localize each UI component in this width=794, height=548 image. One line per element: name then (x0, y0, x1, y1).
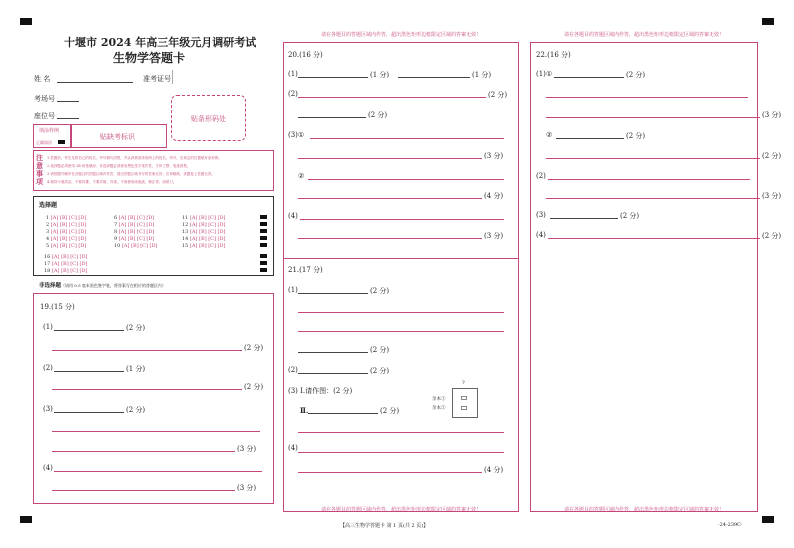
score-label: (2 分) (620, 212, 640, 220)
exam-number-label: 准考证号 (143, 75, 171, 83)
mcq-options[interactable]: [A] [B] [C] [D] (118, 236, 155, 242)
q22-part1: (1)① (536, 70, 553, 78)
answer-line[interactable] (308, 179, 504, 180)
q21-part1: (1) (288, 286, 298, 294)
absent-label: 贴缺考标识 (100, 133, 135, 141)
timing-mark (260, 222, 267, 226)
mcq-number: 10 (114, 243, 121, 249)
q19-title: 19.(15 分) (40, 303, 75, 311)
seat-label: 座位号 (34, 112, 55, 120)
figure-parent2-label: 亲本② (432, 406, 446, 411)
mcq-item[interactable] (46, 229, 86, 235)
mcq-options[interactable]: [A] [B] [C] [D] (118, 222, 155, 228)
page-footer: 【高三生物学答题卡 第 1 页(共 2 页)】 (340, 523, 429, 529)
answer-line[interactable] (298, 452, 504, 453)
nonmcq-label: 非选择题 (39, 283, 62, 289)
answer-line[interactable] (546, 117, 760, 118)
mcq-item[interactable] (44, 254, 87, 260)
left-column (0, 0, 280, 548)
mcq-options[interactable]: [A] [B] [C] [D] (121, 243, 158, 249)
mcq-options[interactable]: [A] [B] [C] [D] (189, 229, 226, 235)
exam-number-boxes[interactable] (172, 70, 277, 84)
answer-line[interactable] (546, 97, 748, 98)
score-label: (2 分) (762, 152, 782, 160)
answer-line[interactable] (546, 158, 760, 159)
answer-line[interactable] (298, 97, 486, 98)
divider (283, 258, 519, 259)
answer-line[interactable] (308, 413, 378, 414)
warning-top: 请在各题目的答题区域内作答，超出黑色矩形边框限定区域的答案无效！ (320, 32, 481, 38)
answer-line[interactable] (52, 389, 242, 390)
mcq-item[interactable] (114, 243, 157, 249)
mcq-options[interactable]: [A] [B] [C] [D] (50, 215, 87, 221)
mcq-item[interactable] (46, 215, 86, 221)
score-label: (3 分) (762, 111, 782, 119)
exam-title: 十堰市 2024 年高三年级元月调研考试 (64, 36, 257, 49)
score-label: (3 分) (484, 152, 504, 160)
paper-code: ·24-239C· (718, 522, 743, 528)
score-label: (2 分) (380, 407, 400, 415)
mcq-options[interactable]: [A] [B] [C] [D] (118, 215, 155, 221)
q21-part3b: Ⅱ. (300, 406, 309, 415)
score-label: (2 分) (244, 383, 264, 391)
room-field[interactable] (57, 101, 79, 102)
mcq-item[interactable] (114, 236, 154, 242)
answer-line[interactable] (298, 472, 482, 473)
chromosome-icon (461, 396, 467, 400)
q20-part1: (1) (288, 70, 298, 78)
score-label: (1 分) (370, 71, 390, 79)
answer-line[interactable] (298, 198, 482, 199)
answer-line[interactable] (54, 412, 124, 413)
mcq-item[interactable] (182, 229, 225, 235)
figure-parent1-label: 亲本① (432, 397, 446, 402)
name-field[interactable] (57, 82, 133, 83)
timing-mark (260, 254, 267, 258)
mcq-item[interactable] (182, 222, 225, 228)
mcq-item[interactable] (182, 215, 225, 221)
q22-part1b: ② (546, 131, 553, 139)
score-label: (2 分) (626, 132, 646, 140)
notice-item: 4.保持卡面清洁，不要折叠，不要弄破、弄皱，不准使用涂改液、修正带、刮纸刀。 (47, 180, 177, 184)
answer-line[interactable] (298, 77, 368, 78)
q21-title: 21.(17 分) (288, 266, 323, 274)
mcq-item[interactable] (182, 243, 225, 249)
q22-part4: (4) (536, 231, 546, 239)
mcq-number: 8 (114, 229, 118, 235)
mcq-number: 12 (182, 222, 189, 228)
score-label: (2 分) (370, 346, 390, 354)
chromosome-icon (461, 406, 467, 410)
room-label: 考场号 (34, 95, 55, 103)
answer-line[interactable] (298, 238, 482, 239)
answer-line[interactable] (298, 352, 368, 353)
timing-mark (260, 261, 267, 265)
nonmcq-note: （请用 0.5 毫米黑色签字笔，将答案写在相应的答题区内） (61, 283, 166, 288)
notice-item: 2.选择题必须使用 2B 铅笔填涂；非选择题必须使用黑色签字笔作答，字体工整、笔迹清楚。 (47, 164, 191, 168)
mcq-item[interactable] (44, 261, 87, 267)
answer-line[interactable] (554, 77, 624, 78)
mcq-number: 1 (46, 215, 50, 221)
mcq-options[interactable]: [A] [B] [C] [D] (189, 236, 226, 242)
mcq-number: 16 (44, 254, 51, 260)
answer-line[interactable] (52, 350, 242, 351)
q22-part3: (3) (536, 211, 546, 219)
mcq-number: 4 (46, 236, 50, 242)
score-label: (2 分) (488, 91, 508, 99)
q20-part3: (3)① (288, 131, 305, 139)
mcq-item[interactable] (114, 229, 154, 235)
mcq-options[interactable]: [A] [B] [C] [D] (51, 254, 88, 260)
answer-line[interactable] (52, 431, 260, 432)
fill-correct-sample (58, 140, 65, 144)
mcq-number: 13 (182, 229, 189, 235)
answer-line[interactable] (298, 432, 504, 433)
q21-part2: (2) (288, 366, 298, 374)
q22-title: 22.(16 分) (536, 51, 571, 59)
timing-mark (260, 268, 267, 272)
mcq-item[interactable] (182, 236, 225, 242)
score-label: (1 分) (472, 71, 492, 79)
name-label: 姓 名 (34, 75, 51, 83)
timing-mark (260, 243, 267, 247)
score-label: (3 分) (237, 445, 257, 453)
fill-example-label: 填涂样例 (39, 128, 60, 134)
mcq-options[interactable]: [A] [B] [C] [D] (189, 243, 226, 249)
score-label: (2 分) (762, 232, 782, 240)
mcq-number: 15 (182, 243, 189, 249)
answer-line[interactable] (550, 218, 618, 219)
notice-item: 1.答题前，考生先将自己的姓名、考号填写清楚，并认真核准条形码上的姓名、考号，在规定的位置贴好条形码。 (47, 156, 222, 160)
mcq-options[interactable]: [A] [B] [C] [D] (189, 215, 226, 221)
answer-line[interactable] (548, 238, 760, 239)
q19-part3: (3) (43, 405, 53, 413)
q19-area[interactable] (33, 293, 274, 504)
warning-top: 请在各题目的答题区域内作答，超出黑色矩形边框限定区域的答案无效！ (563, 32, 724, 38)
q19-part1: (1) (43, 323, 53, 331)
answer-line[interactable] (52, 490, 235, 491)
q20-part4: (4) (288, 212, 298, 220)
mcq-options[interactable]: [A] [B] [C] [D] (189, 222, 226, 228)
answer-line[interactable] (298, 312, 504, 313)
mcq-item[interactable] (46, 243, 86, 249)
mcq-number: 5 (46, 243, 50, 249)
q22-part2: (2) (536, 172, 546, 180)
mcq-options[interactable]: [A] [B] [C] [D] (50, 229, 87, 235)
mcq-number: 14 (182, 236, 189, 242)
answer-line[interactable] (310, 138, 504, 139)
mcq-options[interactable]: [A] [B] [C] [D] (50, 243, 87, 249)
score-label: (4 分) (484, 466, 504, 474)
card-title: 生物学答题卡 (113, 51, 186, 65)
warning-bottom: 请在各题目的答题区域内作答，超出黑色矩形边框限定区域的答案无效！ (563, 507, 724, 513)
answer-line[interactable] (54, 371, 124, 372)
mcq-number: 11 (182, 215, 189, 221)
score-label: (2 分) (126, 324, 146, 332)
registration-mark (762, 18, 774, 25)
score-label: (2 分) (626, 71, 646, 79)
warning-bottom: 请在各题目的答题区域内作答，超出黑色矩形边框限定区域的答案无效！ (320, 507, 481, 513)
mcq-options[interactable]: [A] [B] [C] [D] (50, 222, 87, 228)
score-label: (3 分) (762, 192, 782, 200)
score-label: (2 分) (244, 344, 264, 352)
score-label: (1 分) (126, 365, 146, 373)
mcq-number: 9 (114, 236, 118, 242)
score-label: (3 分) (237, 484, 257, 492)
answer-line[interactable] (298, 158, 482, 159)
answer-line[interactable] (298, 293, 368, 294)
score-label: (2 分) (126, 406, 146, 414)
mcq-item[interactable] (114, 215, 154, 221)
q20-part3b: ② (298, 172, 305, 180)
barcode-label: 贴条形码处 (191, 115, 226, 123)
answer-line[interactable] (398, 77, 470, 78)
q20-title: 20.(16 分) (288, 51, 323, 59)
answer-line[interactable] (300, 219, 504, 220)
answer-line[interactable] (54, 471, 262, 472)
mcq-item[interactable] (44, 268, 87, 274)
mcq-options[interactable]: [A] [B] [C] [D] (50, 236, 87, 242)
q19-part4: (4) (43, 464, 53, 472)
answer-line[interactable] (298, 331, 504, 332)
notice-label: 注意事项 (36, 153, 43, 186)
timing-mark (260, 236, 267, 240)
answer-line[interactable] (298, 373, 368, 374)
score-label: (2 分) (368, 111, 388, 119)
timing-mark (260, 215, 267, 219)
answer-line[interactable] (298, 117, 366, 118)
q21-part3: (3) Ⅰ.请作图：(2 分) (288, 387, 353, 395)
score-label: (3 分) (484, 232, 504, 240)
answer-line[interactable] (54, 330, 124, 331)
answer-line[interactable] (546, 198, 760, 199)
q19-part2: (2) (43, 364, 53, 372)
middle-column[interactable] (283, 42, 519, 512)
score-label: (2 分) (370, 287, 390, 295)
mcq-number: 2 (46, 222, 50, 228)
answer-line[interactable] (52, 451, 235, 452)
fill-correct-label: 正确填涂 (36, 140, 52, 145)
mcq-title: 选择题 (39, 202, 58, 209)
mcq-options[interactable]: [A] [B] [C] [D] (51, 268, 88, 274)
mcq-number: 17 (44, 261, 51, 267)
mcq-number: 6 (114, 215, 118, 221)
seat-field[interactable] (57, 118, 79, 119)
nonmcq-title (39, 281, 166, 289)
mcq-options[interactable]: [A] [B] [C] [D] (118, 229, 155, 235)
answer-line[interactable] (556, 138, 624, 139)
registration-mark (762, 516, 774, 523)
right-column[interactable] (530, 42, 758, 512)
mcq-number: 3 (46, 229, 50, 235)
figure-question-mark: ? (462, 380, 465, 386)
mcq-item[interactable] (114, 222, 154, 228)
mcq-number: 7 (114, 222, 118, 228)
notice-item: 3.请按题号顺序在各题目的答题区域内作答，超出答题区域书写的答案无效；在草稿纸、试题卷上答题无效。 (47, 172, 215, 176)
mcq-number: 18 (44, 268, 51, 274)
drawing-figure[interactable] (452, 388, 478, 418)
answer-line[interactable] (548, 179, 750, 180)
timing-mark (260, 229, 267, 233)
mcq-item[interactable] (46, 236, 86, 242)
q20-part2: (2) (288, 90, 298, 98)
score-label: (4 分) (484, 192, 504, 200)
q21-part4: (4) (288, 444, 298, 452)
score-label: (2 分) (370, 367, 390, 375)
mcq-options[interactable]: [A] [B] [C] [D] (51, 261, 88, 267)
mcq-item[interactable] (46, 222, 86, 228)
